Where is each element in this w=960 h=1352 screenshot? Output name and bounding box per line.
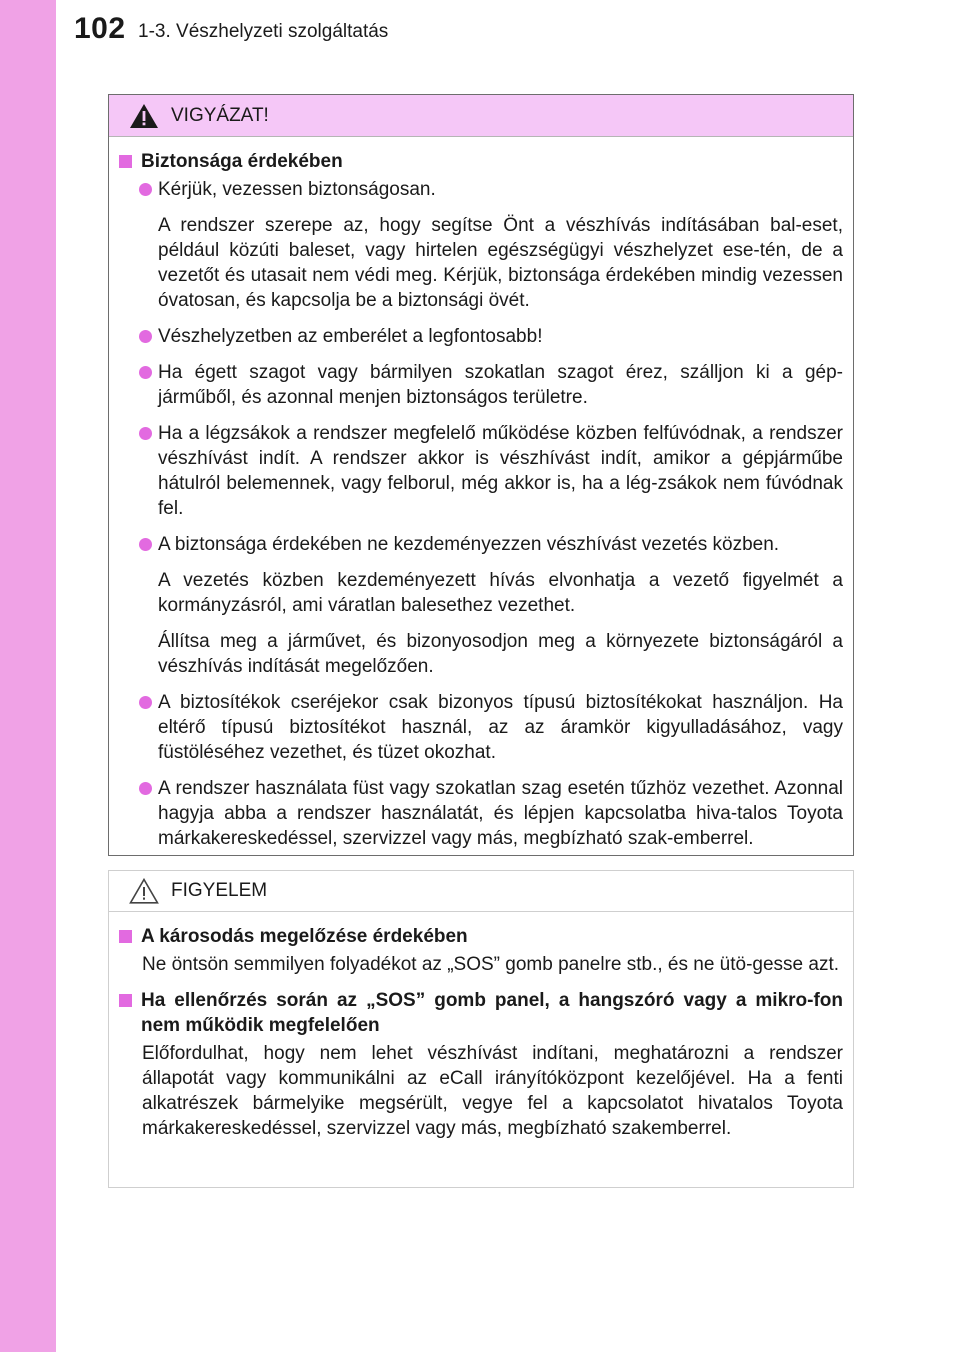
warning-heading [119, 149, 843, 174]
side-color-bar [0, 0, 56, 1352]
notice-heading-text: A károsodás megelőzése érdekében [141, 926, 468, 947]
list-item-text: Kérjük, vezessen biztonságosan. [158, 179, 436, 200]
paragraph: A vezetés közben kezdeményezett hívás elvonhatja a vezető figyelmét a kormányzásról, ami váratlan balesethez vezethet. [158, 570, 843, 616]
warning-heading-text: Biztonsága érdekében [141, 151, 343, 172]
list-item [139, 421, 843, 521]
warning-triangle-icon [129, 103, 159, 129]
page-number: 102 [74, 12, 126, 45]
list-item [139, 532, 843, 557]
round-bullet-icon [139, 427, 152, 440]
square-bullet-icon [119, 930, 132, 943]
notice-heading [119, 924, 843, 949]
round-bullet-icon [139, 330, 152, 343]
round-bullet-icon [139, 538, 152, 551]
notice-header [109, 871, 853, 912]
list-item [139, 177, 843, 202]
round-bullet-icon [139, 366, 152, 379]
paragraph: Előfordulhat, hogy nem lehet vészhívást indítani, meghatározni a rendszer állapotát vagy kommunikálni az eCall irányítóközpont kezelőjével. Ha a fenti alkatrészek bármelyike megsérült, vegye fel a kapcsolatot hivatalos Toyota márkakereskedéssel, szervizzel vagy más, megbízható szakemberrel. [142, 1043, 843, 1139]
caution-triangle-icon [129, 878, 159, 904]
list-item [139, 690, 843, 765]
round-bullet-icon [139, 696, 152, 709]
notice-heading-text: Ha ellenőrzés során az „SOS” gomb panel, a hangszóró vagy a mikro-fon nem működik megfelelően [141, 990, 843, 1036]
section-title: 1-3. Vészhelyzeti szolgáltatás [138, 21, 389, 42]
list-item [139, 776, 843, 851]
square-bullet-icon [119, 155, 132, 168]
warning-header [109, 95, 853, 137]
paragraph: Állítsa meg a járművet, és bizonyosodjon meg a környezete biztonságáról a vészhívás indítását megelőzően. [158, 631, 843, 677]
paragraph: Ne öntsön semmilyen folyadékot az „SOS” gomb panelre stb., és ne ütö-gesse azt. [142, 954, 840, 975]
list-item-text: Ha a légzsákok a rendszer megfelelő működése közben felfúvódnak, a rendszer vészhívást indít. A rendszer akkor is vészhívást indít, amikor a gépjárműbe hátulról belemennek, vagy felborul, még akkor is, ha a lég-zsákok nem fúvódnak fel. [158, 423, 843, 519]
warning-box [108, 94, 854, 856]
round-bullet-icon [139, 183, 152, 196]
warning-title: VIGYÁZAT! [171, 104, 269, 126]
paragraph: A rendszer szerepe az, hogy segítse Önt a vészhívás indításában bal-eset, például közúti baleset, vagy hirtelen egészségügyi vészhelyzet ese-tén, de a vezetőt és utasait nem védi meg. Kérjük, biztonsága érdekében mindig vezessen óvatosan, és kapcsolja be a biztonsági övét. [158, 215, 843, 311]
notice-box [108, 870, 854, 1188]
list-item-text: A rendszer használata füst vagy szokatlan szag esetén tűzhöz vezethet. Azonnal hagyja abba a rendszer használatát, és lépjen kapcsolatba hiva-talos Toyota márkakereskedéssel, szervizzel vagy más, megbízható szak-emberrel. [158, 778, 843, 849]
list-item-text: Ha égett szagot vagy bármilyen szokatlan szagot érez, szálljon ki a gép-járműből, és azonnal menjen biztonságos területre. [158, 362, 843, 408]
square-bullet-icon [119, 994, 132, 1007]
list-item [139, 360, 843, 410]
list-item-text: Vészhelyzetben az emberélet a legfontosabb! [158, 326, 543, 347]
list-item-text: A biztosítékok cseréjekor csak bizonyos típusú biztosítékokat használjon. Ha eltérő típusú biztosítékot használ, az az áramkör kigyulladásához, vagy füstöléséhez vezethet, és tüzet okozhat. [158, 692, 843, 763]
notice-heading [119, 988, 843, 1038]
round-bullet-icon [139, 782, 152, 795]
notice-title: FIGYELEM [171, 880, 268, 901]
list-item [139, 324, 843, 349]
list-item-text: A biztonsága érdekében ne kezdeményezzen vészhívást vezetés közben. [158, 534, 780, 555]
